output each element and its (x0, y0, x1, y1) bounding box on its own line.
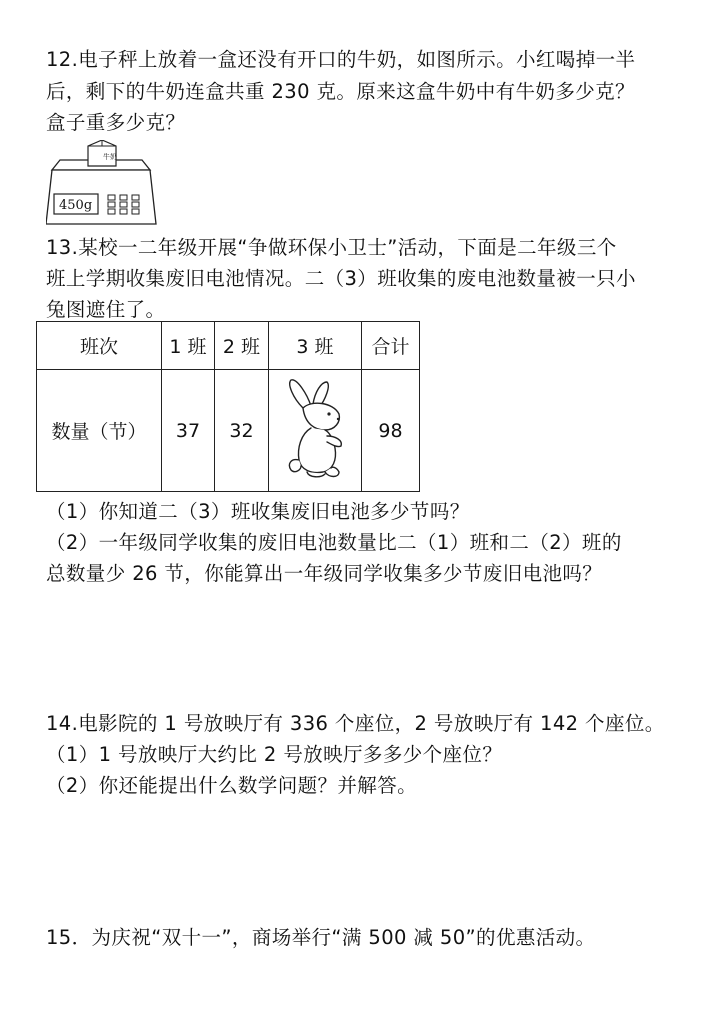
rabbit-icon (277, 374, 353, 482)
scale-illustration (46, 140, 158, 226)
q12-line-3: 盒子重多少克？ (46, 111, 186, 134)
carton-label: 牛奶 (103, 153, 117, 161)
q13-line-1: 13.某校一二年级开展“争做环保小卫士”活动，下面是二年级三个 (46, 236, 617, 259)
scale-display: 450g (59, 198, 93, 213)
table-row (37, 370, 420, 492)
value-total: 98 (362, 370, 420, 492)
header-total: 合计 (362, 322, 420, 370)
q13-line-3: 兔图遮住了。 (46, 298, 166, 321)
q13-sub-1: （1）你知道二（3）班收集废旧电池多少节吗？ (46, 500, 470, 523)
q12-line-2: 后，剩下的牛奶连盒共重 230 克。原来这盒牛奶中有牛奶多少克？ (46, 80, 635, 103)
header-class: 班次 (37, 322, 162, 370)
q13-sub-2: （2）一年级同学收集的废旧电池数量比二（1）班和二（2）班的 (46, 531, 622, 554)
table-header-row (37, 322, 420, 370)
q14-line-1: 14.电影院的 1 号放映厅有 336 个座位，2 号放映厅有 142 个座位。 (46, 712, 665, 735)
header-class-1: 1 班 (162, 322, 215, 370)
value-class-1: 37 (162, 370, 215, 492)
value-class-2: 32 (215, 370, 269, 492)
row-label: 数量（节） (37, 370, 162, 492)
value-class-3 (269, 370, 362, 492)
milk-carton-icon (88, 140, 117, 166)
header-class-3: 3 班 (269, 322, 362, 370)
q12-line-1: 12.电子秤上放着一盒还没有开口的牛奶，如图所示。小红喝掉一半 (46, 48, 636, 71)
battery-table (36, 321, 420, 492)
header-class-2: 2 班 (215, 322, 269, 370)
q14-line-3: （2）你还能提出什么数学问题？并解答。 (46, 774, 418, 797)
q13-line-2: 班上学期收集废旧电池情况。二（3）班收集的废电池数量被一只小 (46, 267, 636, 290)
q15-line-1: 15．为庆祝“双十一”，商场举行“满 500 减 50”的优惠活动。 (46, 926, 596, 949)
q13-sub-3: 总数量少 26 节，你能算出一年级同学收集多少节废旧电池吗？ (46, 562, 603, 585)
q14-line-2: （1）1 号放映厅大约比 2 号放映厅多多少个座位？ (46, 743, 503, 766)
scale-buttons (108, 195, 139, 214)
